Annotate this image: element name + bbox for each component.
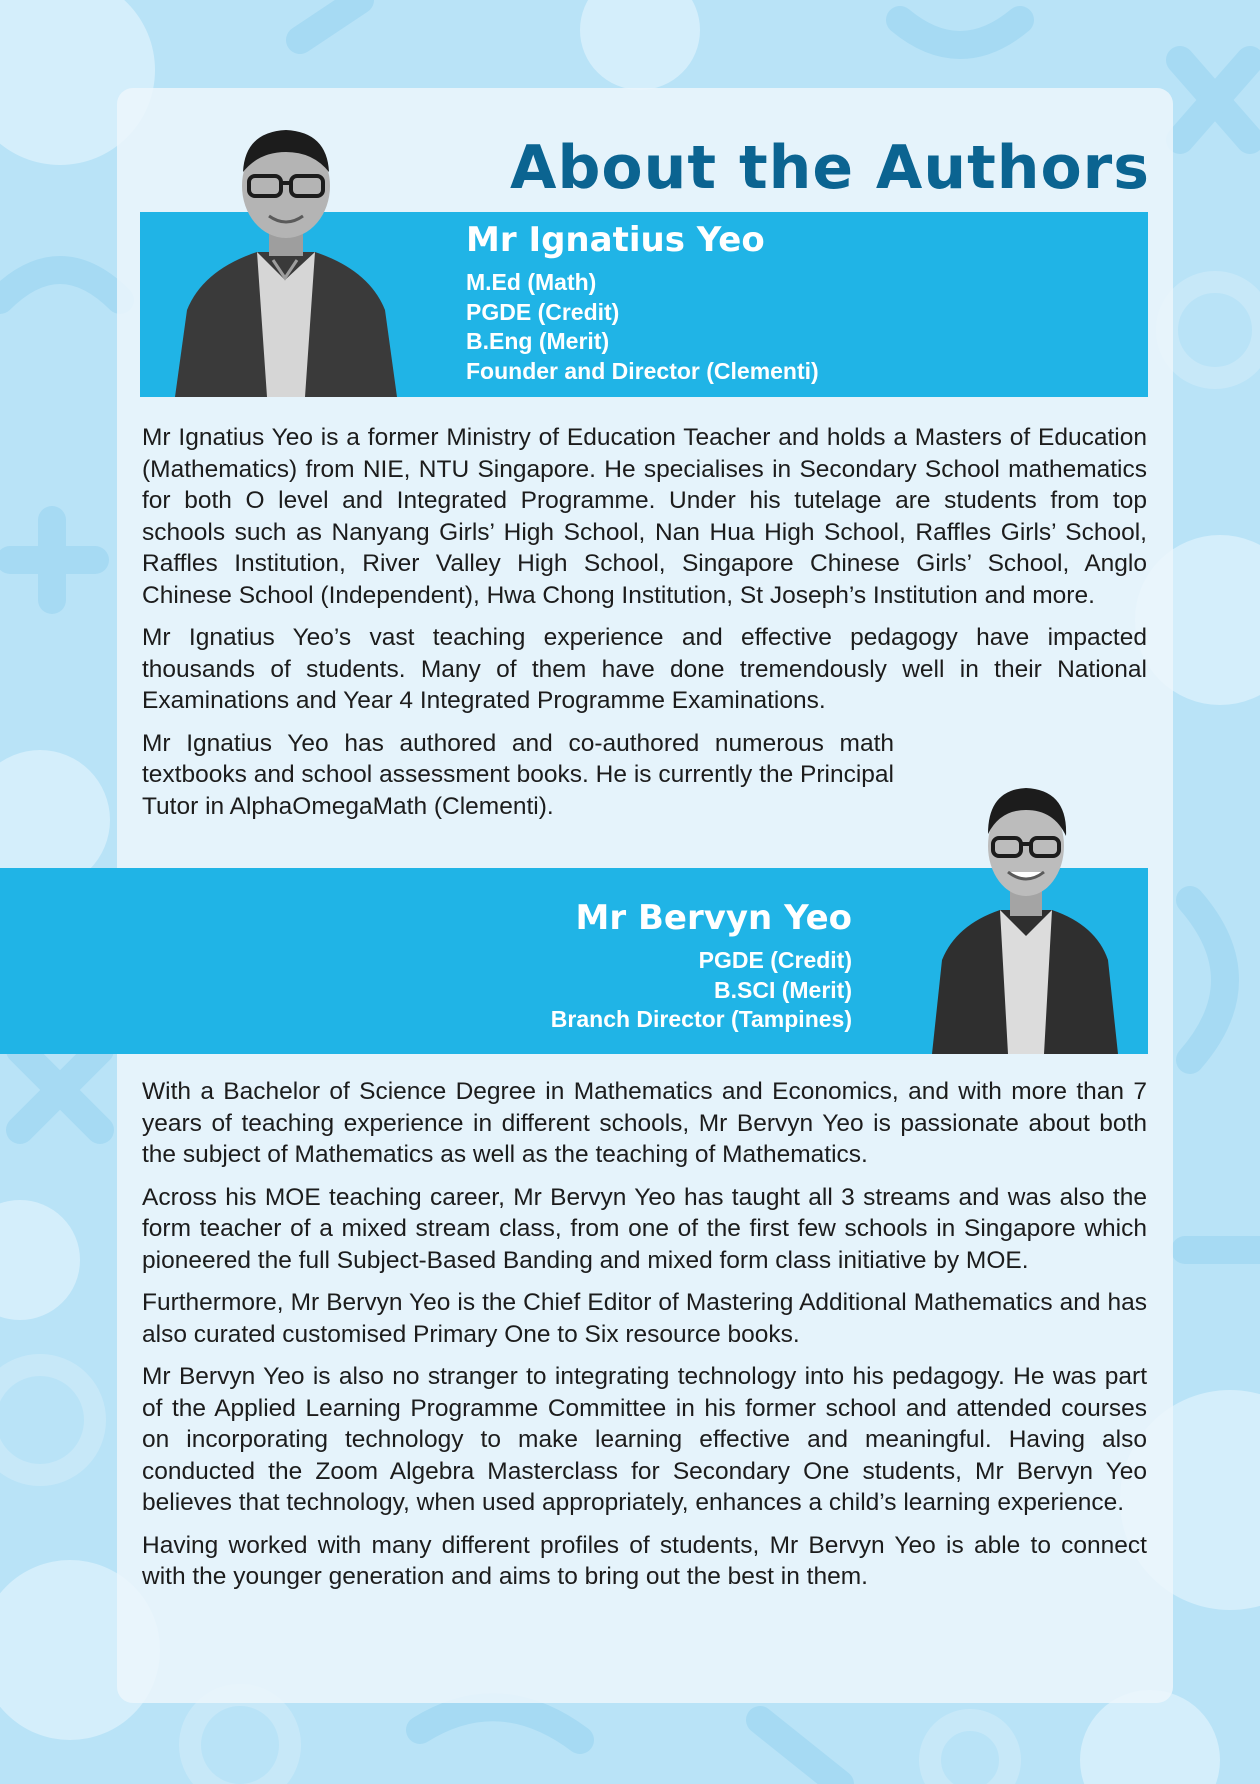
author-credentials: [466, 268, 819, 386]
credential-item: B.SCI (Merit): [714, 976, 852, 1003]
author-name: Mr Ignatius Yeo: [466, 220, 765, 260]
credential-item: PGDE (Credit): [698, 947, 852, 973]
author-name: Mr Bervyn Yeo: [575, 898, 852, 938]
credential-item: PGDE (Credit): [466, 298, 620, 325]
credential-item: B.Eng (Merit): [466, 328, 610, 354]
credential-item: Branch Director (Tampines): [550, 1006, 852, 1032]
credential-item: Founder and Director (Clementi): [466, 357, 819, 384]
credential-item: M.Ed (Math): [466, 269, 597, 295]
author-portrait-bervyn-yeo: [930, 760, 1120, 1054]
bio-paragraph: Mr Bervyn Yeo is also no stranger to integrating technology into his pedagogy. He was part of the Applied Learning Programme Committee in his former school and attended courses on incorporating technology to make learning effective and meaningful. Having also conducted the Zoom Algebra Masterclass for Secondary One students, Mr Bervyn Yeo believes that technology, when used appropriately, enhances a child’s learning experience.: [142, 1363, 1147, 1516]
page-title: About the Authors: [510, 133, 1150, 203]
author-portrait-ignatius-yeo: [173, 120, 398, 397]
bio-paragraph: Mr Ignatius Yeo is a former Ministry of Education Teacher and holds a Masters of Education (Mathematics) from NIE, NTU Singapore. He specialises in Secondary School mathematics for both O level and Integrated Programme. Under his tutelage are students from top schools such as Nanyang Girls’ High School, Nan Hua High School, Raffles Girls’ School, Raffles Institution, River Valley High School, Singapore Chinese Girls’ School, Anglo Chinese School (Independent), Hwa Chong Institution, St Joseph’s Institution and more.: [142, 424, 1147, 609]
bio-paragraph: Furthermore, Mr Bervyn Yeo is the Chief Editor of Mastering Additional Mathematics and has also curated customised Primary One to Six resource books.: [142, 1289, 1147, 1348]
bio-paragraph: Having worked with many different profiles of students, Mr Bervyn Yeo is able to connect with the younger generation and aims to bring out the best in them.: [142, 1531, 1147, 1590]
bio-paragraph: Mr Ignatius Yeo has authored and co-authored numerous math textbooks and school assessment books. He is currently the Principal Tutor in AlphaOmegaMath (Clementi).: [142, 729, 894, 820]
author-bio: [142, 1076, 1147, 1604]
bio-paragraph: With a Bachelor of Science Degree in Mathematics and Economics, and with more than 7 years of teaching experience in different schools, Mr Bervyn Yeo is passionate about both the subject of Mathematics as well as the teaching of Mathematics.: [142, 1078, 1147, 1168]
author-credentials: [551, 946, 852, 1035]
bio-paragraph: Across his MOE teaching career, Mr Bervyn Yeo has taught all 3 streams and was also the form teacher of a mixed stream class, from one of the first few schools in Singapore which pioneered the full Subject-Based Banding and mixed form class initiative by MOE.: [142, 1183, 1147, 1274]
bio-paragraph: Mr Ignatius Yeo’s vast teaching experience and effective pedagogy have impacted thousands of students. Many of them have done tremendously well in their National Examinations and Year 4 Integrated Programme Examinations.: [142, 624, 1147, 714]
